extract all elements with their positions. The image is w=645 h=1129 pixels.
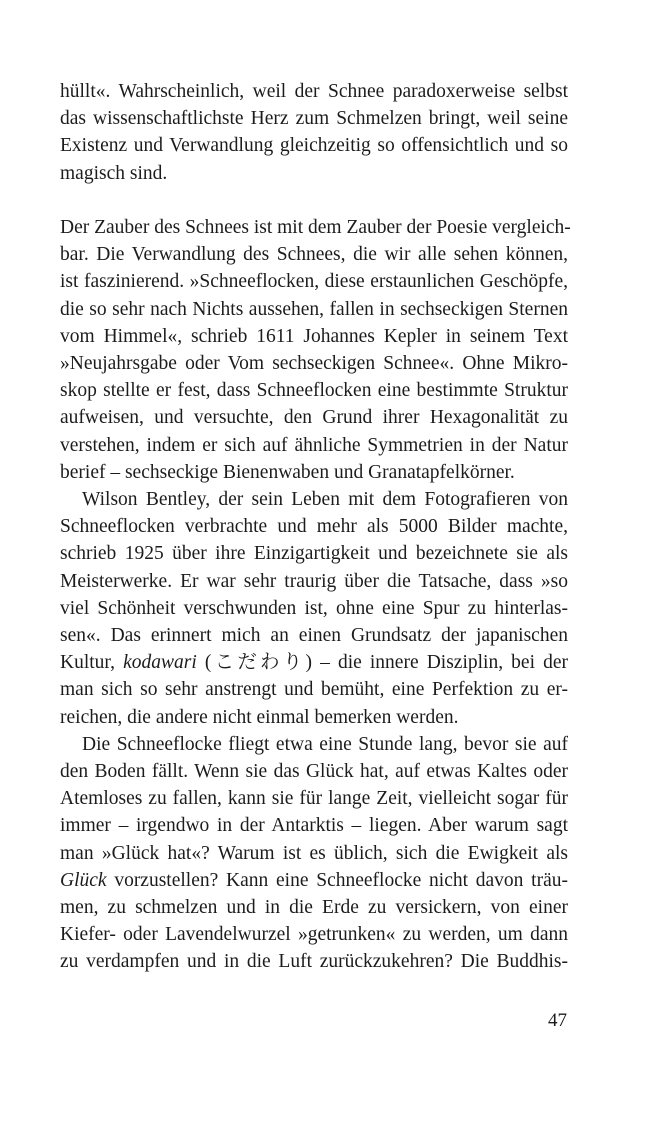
text-line: Die Schneeflocke fliegt etwa eine Stunde lang, bevor sie auf: [82, 733, 568, 755]
text-line: die so sehr nach Nichts aussehen, fallen in sechseckigen Sternen: [60, 298, 568, 320]
text-line: Kultur, kodawari (こだわり) – die innere Disziplin, bei der: [60, 652, 568, 674]
text-line: viel Schönheit verschwunden ist, ohne eine Spur zu hinterlas-: [60, 597, 568, 619]
text-line: sen«. Das erinnert mich an einen Grundsatz der japanischen: [60, 625, 568, 647]
text-line: man sich so sehr anstrengt und bemüht, eine Perfektion zu er-: [60, 679, 568, 701]
text-line: bar. Die Verwandlung des Schnees, die wir alle sehen können,: [60, 244, 568, 266]
page-number: 47: [548, 1010, 567, 1031]
text-line: den Boden fällt. Wenn sie das Glück hat, auf etwas Kaltes oder: [60, 761, 568, 783]
text-line: magisch sind.: [60, 162, 168, 184]
text-line: hüllt«. Wahrscheinlich, weil der Schnee paradoxerweise selbst: [60, 81, 568, 102]
text-line: Kiefer- oder Lavendelwurzel »getrunken« zu werden, um dann: [60, 924, 568, 946]
text-line: vom Himmel«, schrieb 1611 Johannes Kepler in seinem Text: [60, 325, 568, 347]
text-line: Der Zauber des Schnees ist mit dem Zauber der Poesie vergleich-: [60, 217, 571, 238]
text-line: zu verdampfen und in die Luft zurückzukehren? Die Buddhis-: [60, 951, 568, 973]
text-line: skop stellte er fest, dass Schneeflocken eine bestimmte Struktur: [60, 380, 568, 402]
text-line: Wilson Bentley, der sein Leben mit dem Fotografieren von: [82, 489, 568, 511]
text-line: immer – irgendwo in der Antarktis – liegen. Aber warum sagt: [60, 815, 568, 837]
paragraph: [60, 78, 568, 187]
paragraph-spacer: [60, 187, 568, 214]
text-line: Glück vorzustellen? Kann eine Schneeflocke nicht davon träu-: [60, 869, 568, 891]
text-line: ist faszinierend. »Schneeflocken, diese erstaunlichen Geschöpfe,: [60, 271, 568, 293]
paragraph: [60, 214, 571, 486]
text-line: Atemloses zu fallen, kann sie für lange Zeit, vielleicht sogar für: [60, 788, 568, 810]
text-line: verstehen, indem er sich auf ähnliche Symmetrien in der Natur: [60, 434, 568, 456]
text-line: man »Glück hat«? Warum ist es üblich, sich die Ewigkeit als: [60, 842, 568, 864]
text-line: men, zu schmelzen und in die Erde zu versickern, von einer: [60, 897, 568, 919]
paragraph: [60, 731, 568, 976]
text-line: Meisterwerke. Er war sehr traurig über die Tatsache, dass »so: [60, 570, 568, 592]
text-line: reichen, die andere nicht einmal bemerken werden.: [60, 706, 459, 728]
text-line: Existenz und Verwandlung gleichzeitig so offensichtlich und so: [60, 135, 568, 157]
text-line: aufweisen, und versuchte, den Grund ihrer Hexagonalität zu: [60, 407, 568, 429]
text-line: »Neujahrsgabe oder Vom sechseckigen Schnee«. Ohne Mikro-: [60, 353, 568, 375]
text-line: Schneeflocken verbrachte und mehr als 5000 Bilder machte,: [60, 516, 568, 538]
paragraph: [60, 486, 568, 731]
book-page-text: [60, 78, 571, 976]
text-line: berief – sechseckige Bienenwaben und Granatapfelkörner.: [60, 461, 515, 483]
text-line: schrieb 1925 über ihre Einzigartigkeit und bezeichnete sie als: [60, 543, 568, 565]
text-line: das wissenschaftlichste Herz zum Schmelzen bringt, weil seine: [60, 108, 568, 130]
